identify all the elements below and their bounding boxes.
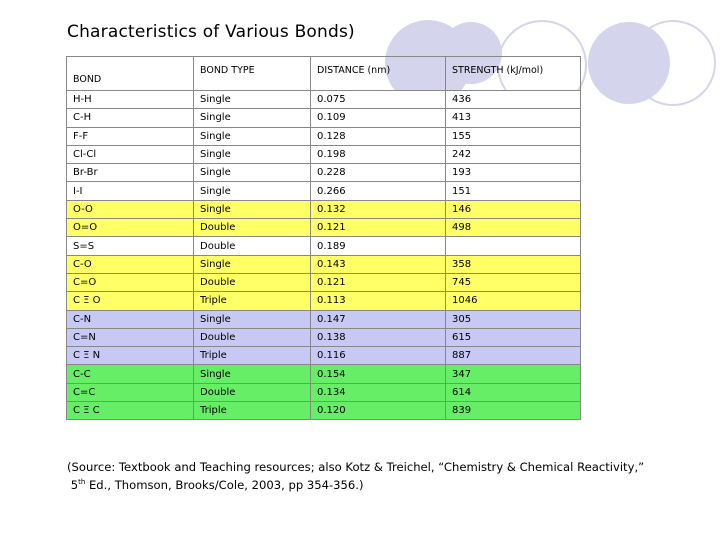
header-bond-type: BOND TYPE: [194, 57, 311, 91]
cell-distance: 0.189: [311, 237, 446, 255]
cell-strength: 347: [446, 365, 581, 383]
cell-strength: 242: [446, 145, 581, 163]
table-row: [67, 292, 581, 310]
cell-distance: 0.128: [311, 127, 446, 145]
cell-bond: H-H: [67, 91, 194, 109]
cell-bond-type: Single: [194, 200, 311, 218]
table-row: [67, 145, 581, 163]
cell-strength: 839: [446, 402, 581, 420]
cell-distance: 0.143: [311, 255, 446, 273]
source-citation: [67, 460, 707, 493]
bond-table-body: [67, 91, 581, 420]
cell-bond: S=S: [67, 237, 194, 255]
cell-bond-type: Single: [194, 145, 311, 163]
cell-bond: C Ξ O: [67, 292, 194, 310]
cell-strength: 745: [446, 273, 581, 291]
cell-distance: 0.113: [311, 292, 446, 310]
cell-strength: 615: [446, 328, 581, 346]
cell-bond: Br-Br: [67, 164, 194, 182]
source-line-2-text: Ed., Thomson, Brooks/Cole, 2003, pp 354-356.): [85, 477, 364, 492]
bond-table: [66, 56, 581, 420]
table-row: [67, 182, 581, 200]
cell-distance: 0.138: [311, 328, 446, 346]
cell-strength: 155: [446, 127, 581, 145]
cell-distance: 0.121: [311, 219, 446, 237]
cell-bond-type: Triple: [194, 347, 311, 365]
cell-bond: C-N: [67, 310, 194, 328]
source-line-1: (Source: Textbook and Teaching resources; also Kotz & Treichel, “Chemistry & Chemical Reactivity,”: [67, 460, 645, 474]
table-row: [67, 310, 581, 328]
cell-distance: 0.109: [311, 109, 446, 127]
cell-distance: 0.116: [311, 347, 446, 365]
cell-bond: C Ξ N: [67, 347, 194, 365]
table-header-row: [67, 57, 581, 91]
cell-distance: 0.121: [311, 273, 446, 291]
cell-distance: 0.134: [311, 383, 446, 401]
cell-strength: 358: [446, 255, 581, 273]
table-row: [67, 219, 581, 237]
edition-suffix: th: [78, 478, 86, 486]
table-row: [67, 127, 581, 145]
header-strength: STRENGTH (kJ/mol): [446, 57, 581, 91]
cell-bond: O-O: [67, 200, 194, 218]
table-row: [67, 347, 581, 365]
table-row: [67, 91, 581, 109]
cell-bond: C-H: [67, 109, 194, 127]
decor-circle-ring-2: [630, 20, 716, 106]
cell-distance: 0.154: [311, 365, 446, 383]
cell-bond: F-F: [67, 127, 194, 145]
cell-bond: I-I: [67, 182, 194, 200]
cell-distance: 0.132: [311, 200, 446, 218]
cell-distance: 0.266: [311, 182, 446, 200]
cell-bond-type: Single: [194, 310, 311, 328]
cell-strength: 193: [446, 164, 581, 182]
table-row: [67, 383, 581, 401]
cell-bond-type: Double: [194, 237, 311, 255]
cell-strength: [446, 237, 581, 255]
cell-strength: 1046: [446, 292, 581, 310]
cell-bond: C=N: [67, 328, 194, 346]
cell-bond-type: Double: [194, 328, 311, 346]
cell-strength: 146: [446, 200, 581, 218]
cell-distance: 0.120: [311, 402, 446, 420]
cell-distance: 0.198: [311, 145, 446, 163]
table-row: [67, 109, 581, 127]
cell-bond: C-C: [67, 365, 194, 383]
cell-strength: 436: [446, 91, 581, 109]
table-row: [67, 328, 581, 346]
cell-bond-type: Triple: [194, 292, 311, 310]
cell-strength: 887: [446, 347, 581, 365]
cell-bond: C-O: [67, 255, 194, 273]
cell-bond: C=C: [67, 383, 194, 401]
cell-strength: 305: [446, 310, 581, 328]
table-row: [67, 273, 581, 291]
cell-bond-type: Single: [194, 365, 311, 383]
cell-bond: C Ξ C: [67, 402, 194, 420]
edition-number: 5: [70, 477, 79, 492]
header-bond: BOND: [67, 57, 194, 91]
table-row: [67, 255, 581, 273]
cell-bond-type: Triple: [194, 402, 311, 420]
source-line-2: [67, 475, 707, 493]
cell-bond-type: Single: [194, 127, 311, 145]
cell-strength: 151: [446, 182, 581, 200]
cell-bond-type: Double: [194, 383, 311, 401]
cell-distance: 0.075: [311, 91, 446, 109]
cell-distance: 0.147: [311, 310, 446, 328]
cell-bond-type: Single: [194, 182, 311, 200]
cell-bond-type: Single: [194, 164, 311, 182]
cell-bond: O=O: [67, 219, 194, 237]
cell-bond-type: Single: [194, 255, 311, 273]
table-row: [67, 402, 581, 420]
table-row: [67, 237, 581, 255]
page-title: Characteristics of Various Bonds): [67, 22, 355, 42]
table-row: [67, 200, 581, 218]
cell-bond: C=O: [67, 273, 194, 291]
cell-bond-type: Single: [194, 91, 311, 109]
table-row: [67, 164, 581, 182]
cell-bond-type: Single: [194, 109, 311, 127]
cell-strength: 413: [446, 109, 581, 127]
cell-strength: 614: [446, 383, 581, 401]
header-distance: DISTANCE (nm): [311, 57, 446, 91]
cell-bond-type: Double: [194, 219, 311, 237]
table-row: [67, 365, 581, 383]
cell-bond: Cl-Cl: [67, 145, 194, 163]
cell-bond-type: Double: [194, 273, 311, 291]
cell-strength: 498: [446, 219, 581, 237]
cell-distance: 0.228: [311, 164, 446, 182]
